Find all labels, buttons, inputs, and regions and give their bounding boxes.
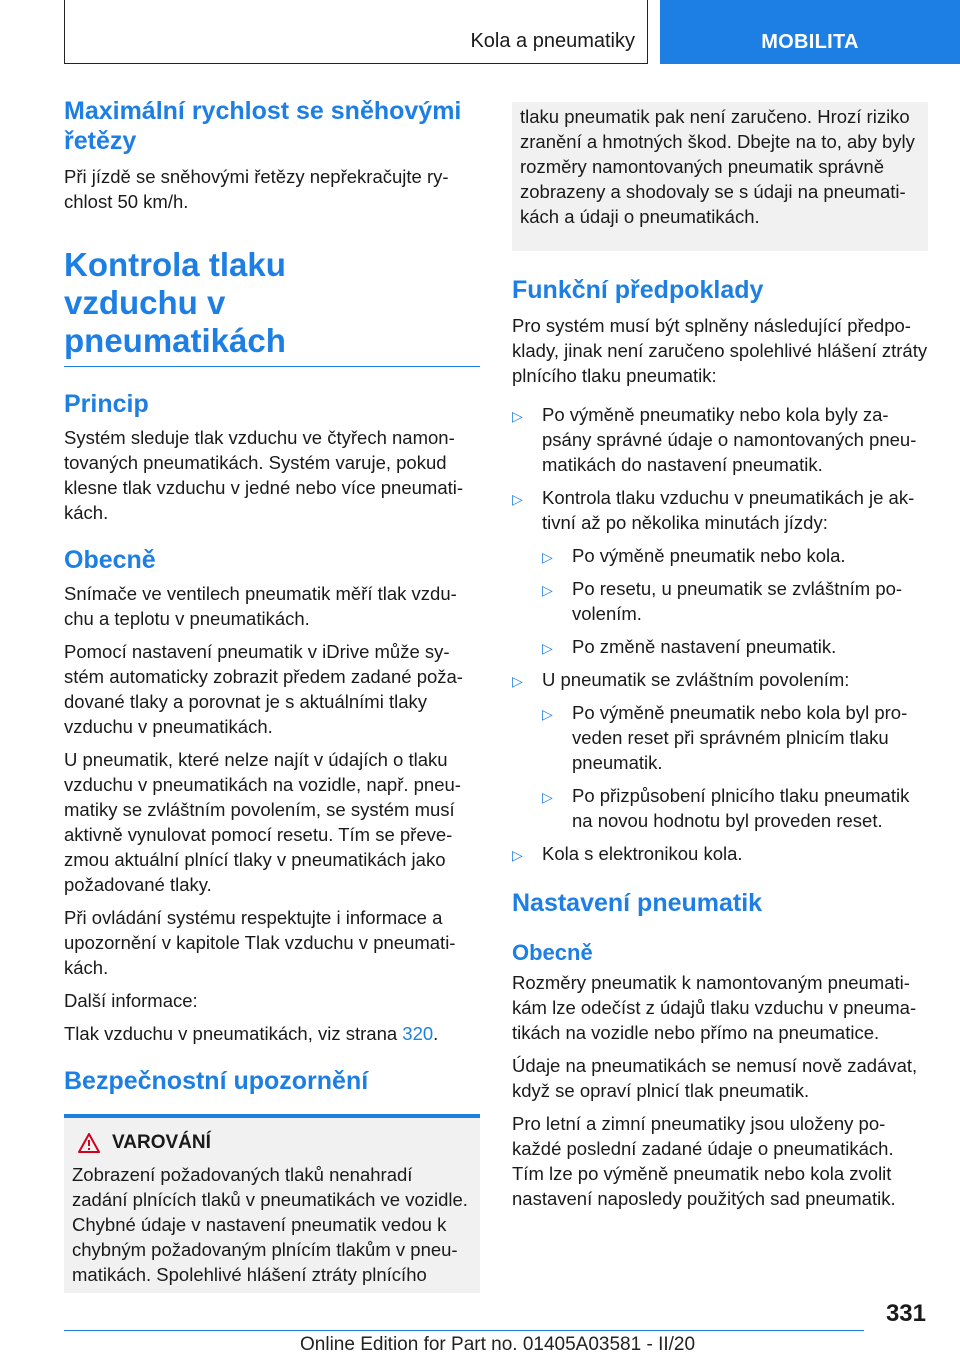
warning-text: Zobrazení požadovaných tlaků nenahradí zadání plnících tlaků v pneumatikách ve vozidle. Chybné údaje v nastavení pneumatik vedou k chybným požadovaným plnícím tlakům v pneu-matikách. Spolehlivé hlášení ztráty plnícího (72, 1164, 468, 1285)
general-paragraph-5: Další informace: (64, 990, 198, 1011)
list-item: ▷ Kontrola tlaku vzduchu v pneumatikách je ak-tivní až po několika minutách jízdy: ▷ Po výměně pneumatik nebo kola. ▷ Po resetu, u pneumatik se zvláštním po-volením. ▷ Po změně nastavení pneumatik. (512, 485, 928, 659)
list-item: ▷ Po výměně pneumatiky nebo kola byly za-psány správné údaje o namontovaných pneu-matikách do nastavení pneumatik. (512, 404, 917, 475)
page-header (64, 0, 960, 66)
section-tab: MOBILITA (660, 0, 960, 64)
main-heading: Kontrola tlaku vzduchu v pneumatikách (64, 246, 286, 359)
chapter-title: Kola a pneumatiky (470, 30, 635, 52)
triangle-bullet-icon: ▷ (542, 706, 553, 722)
sub-list-item: ▷ Po změně nastavení pneumatik. (542, 634, 928, 659)
prereq-list (512, 402, 928, 866)
settings-heading: Nastavení pneumatik (512, 889, 763, 917)
warning-continued-text: tlaku pneumatik pak není zaručeno. Hrozí riziko zranění a hmotných škod. Dbejte na to, aby byly rozměry namontovaných pneumatik správně zobrazeny a shodovaly se s údaji na pneumati-kách a údaji o pneumatikách. (520, 106, 915, 227)
sub-list (542, 543, 928, 659)
list-item: ▷ U pneumatik se zvláštním povolením: ▷ Po výměně pneumatik nebo kola byl pro-veden reset při správném plnicím tlaku pneumatik. ▷ Po přizpůsobení plnicího tlaku pneumatik na novou hodnotu byl proveden reset. (512, 667, 928, 833)
general-paragraph-4: Při ovládání systému respektujte i informace a upozornění v kapitole Tlak vzduchu v pneumati-kách. (64, 907, 456, 978)
triangle-bullet-icon: ▷ (542, 640, 553, 656)
warning-triangle-icon (78, 1133, 100, 1153)
warning-box-continued (512, 102, 928, 251)
triangle-bullet-icon: ▷ (512, 491, 523, 507)
general-heading: Obecně (64, 546, 156, 574)
sub-list-item: ▷ Po výměně pneumatik nebo kola byl pro-veden reset při správném plnicím tlaku pneumatik. (542, 702, 908, 773)
edition-footer: Online Edition for Part no. 01405A03581 - II/20 (300, 1334, 696, 1355)
triangle-bullet-icon: ▷ (542, 582, 553, 598)
settings-paragraph-2: Údaje na pneumatikách se nemusí nově zadávat, když se opraví plnicí tlak pneumatik. (512, 1055, 918, 1101)
principle-text: Systém sleduje tlak vzduchu ve čtyřech namon-tovaných pneumatikách. Systém varuje, pokud klesne tlak vzduchu v jedné nebo více pneumati-kách. (64, 427, 464, 523)
triangle-bullet-icon: ▷ (512, 847, 523, 863)
safety-heading-block (64, 1066, 480, 1118)
settings-paragraph-1: Rozměry pneumatik k namontovaným pneumati-kám lze odečíst z údajů tlaku vzduchu v pneuma-tikách na vozidle nebo přímo na pneumatice. (512, 972, 917, 1043)
settings-paragraph-3: Pro letní a zimní pneumatiky jsou uloženy po-každé poslední zadané údaje o pneumatikách. Tím lze po výměně pneumatik nebo kola zvolit nastavení naposledy použitých sad pneumatik. (512, 1113, 896, 1209)
sub-list-item: ▷ Po přizpůsobení plnicího tlaku pneumatik na novou hodnotu byl proveden reset. (542, 785, 910, 831)
footer-rule (64, 1330, 864, 1331)
reference-text: Tlak vzduchu v pneumatikách, viz strana (64, 1023, 403, 1044)
triangle-bullet-icon: ▷ (542, 789, 553, 805)
settings-subheading: Obecně (512, 940, 593, 965)
right-column (512, 102, 928, 1219)
chains-text: Při jízdě se sněhovými řetězy nepřekračujte ry-chlost 50 km/h. (64, 166, 449, 212)
sub-list-item: ▷ Po resetu, u pneumatik se zvláštním po-volením. (542, 578, 903, 624)
triangle-bullet-icon: ▷ (512, 673, 523, 689)
principle-heading: Princip (64, 390, 149, 418)
safety-heading: Bezpečnostní upozornění (64, 1067, 369, 1095)
prereq-heading: Funkční předpoklady (512, 276, 764, 304)
warning-title (72, 1132, 472, 1154)
general-paragraph-3: U pneumatik, které nelze najít v údajích o tlaku vzduchu v pneumatikách na vozidle, např. pneu-matiky se zvláštním povolením, se systém musí aktivně vynulovat pomocí resetu. Tím se převe-zmou aktuální plnící tlaky v pneumatikách jako požadované tlaky. (64, 749, 461, 895)
chapter-box (64, 0, 648, 64)
sub-list-item: ▷ Po výměně pneumatik nebo kola. (542, 543, 928, 568)
general-paragraph-1: Snímače ve ventilech pneumatik měří tlak vzdu-chu a teplotu v pneumatikách. (64, 583, 457, 629)
page-reference-paragraph: Tlak vzduchu v pneumatikách, viz strana 320. (64, 1023, 439, 1044)
sub-list (542, 700, 928, 833)
page-number: 331 (885, 1300, 926, 1327)
triangle-bullet-icon: ▷ (512, 408, 523, 424)
list-item: ▷ Kola s elektronikou kola. (512, 841, 928, 866)
main-heading-block (64, 246, 480, 367)
warning-box (64, 1118, 480, 1293)
chains-heading: Maximální rychlost se sněhovými řetězy (64, 97, 462, 155)
left-column (64, 96, 480, 1293)
page-reference-link[interactable]: 320 (402, 1023, 434, 1044)
triangle-bullet-icon: ▷ (542, 549, 553, 565)
prereq-text: Pro systém musí být splněny následující předpo-klady, jinak není zaručeno spolehlivé hlášení ztráty plnícího tlaku pneumatik: (512, 315, 928, 386)
general-paragraph-2: Pomocí nastavení pneumatik v iDrive může sy-stém automaticky zobrazit předem zadané poža-dované tlaky a porovnat je s aktuálními tlaky vzduchu v pneumatikách. (64, 641, 463, 737)
warning-label: VAROVÁNÍ (112, 1132, 211, 1153)
